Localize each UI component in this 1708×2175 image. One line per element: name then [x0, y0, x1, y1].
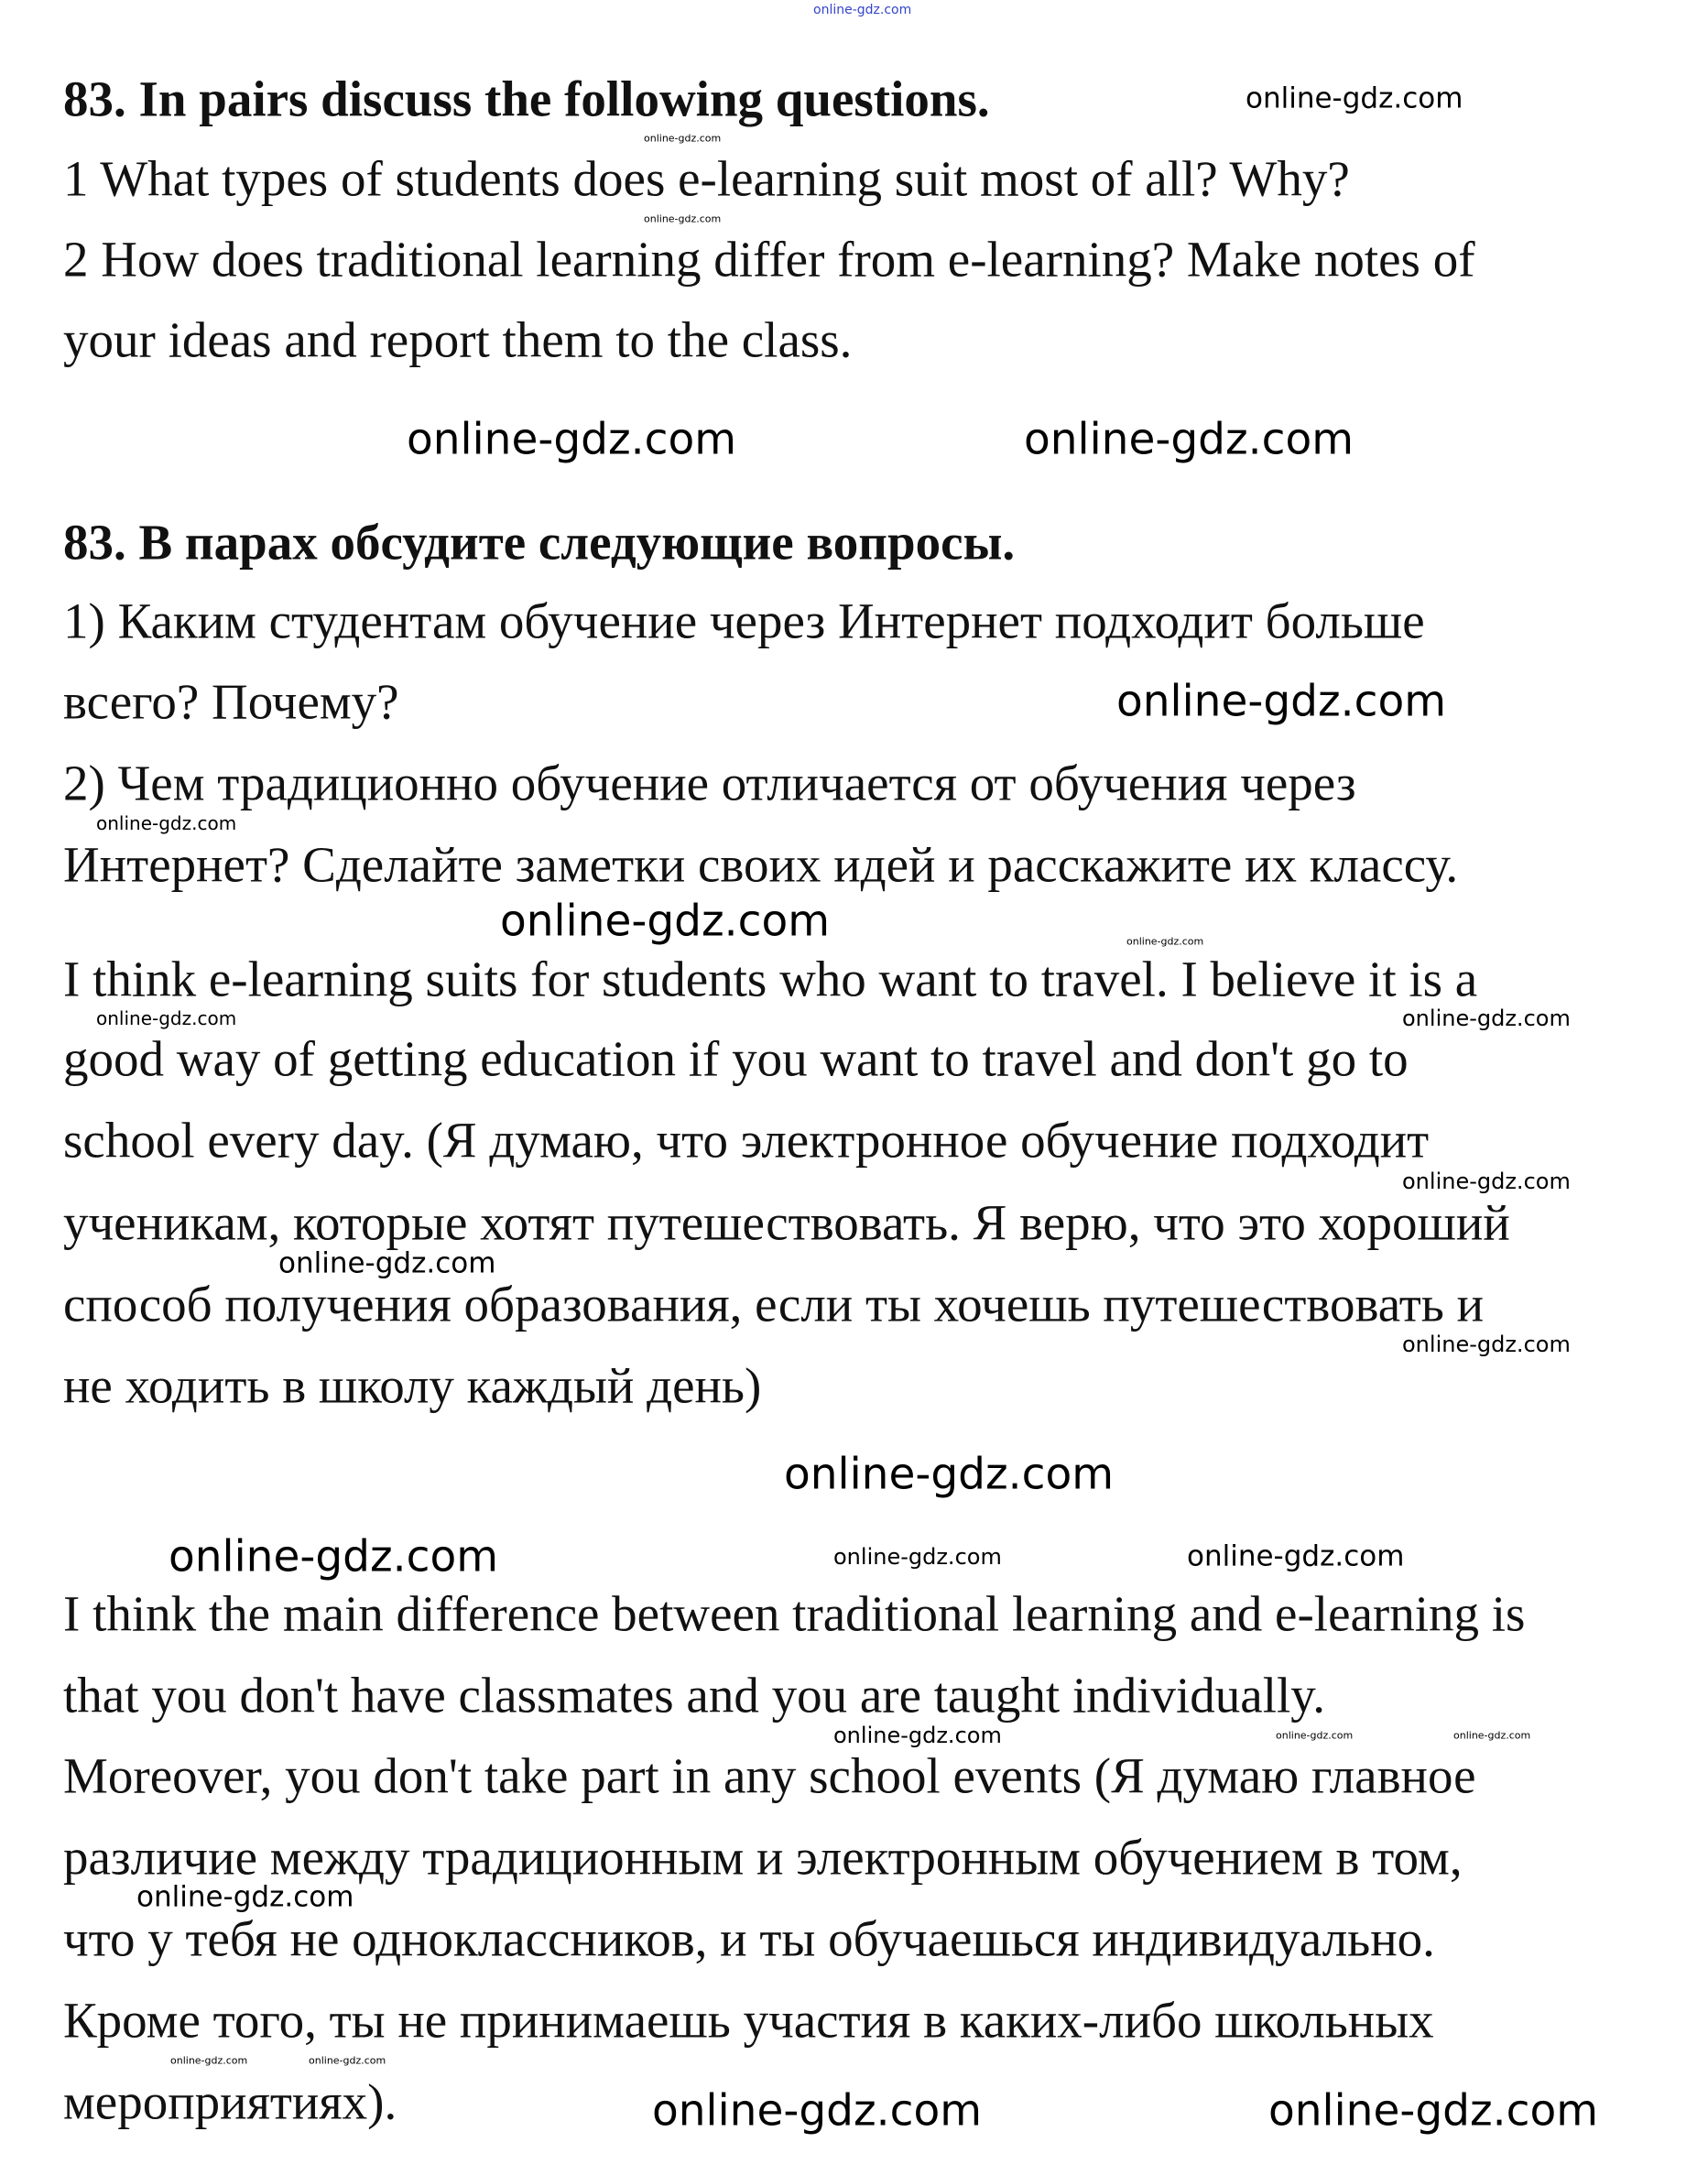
- watermark: online-gdz.com: [1402, 1169, 1571, 1194]
- watermark: online-gdz.com: [1453, 1729, 1531, 1742]
- answer-2-line: что у тебя не одноклассников, и ты обучаешься индивидуально.: [63, 1910, 1435, 1967]
- exercise-title-en: 83. In pairs discuss the following questions.: [63, 71, 990, 127]
- question-1-ru-cont: всего? Почему?: [63, 673, 399, 730]
- answer-2-line: that you don't have classmates and you are taught individually.: [63, 1667, 1325, 1724]
- watermark: online-gdz.com: [1024, 414, 1354, 465]
- answer-2-line: различие между традиционным и электронным обучением в том,: [63, 1829, 1463, 1886]
- watermark: online-gdz.com: [644, 132, 722, 145]
- question-2-en: 2 How does traditional learning differ from e-learning? Make notes of: [63, 231, 1475, 288]
- watermark: online-gdz.com: [407, 414, 736, 465]
- watermark: online-gdz.com: [644, 212, 722, 225]
- watermark: online-gdz.com: [500, 896, 830, 947]
- watermark: online-gdz.com: [652, 2085, 982, 2137]
- watermark: online-gdz.com: [1402, 1006, 1571, 1031]
- answer-2-line: Кроме того, ты не принимаешь участия в каких-либо школьных: [63, 1992, 1434, 2049]
- answer-1-line: I think e-learning suits for students who want to travel. I believe it is a: [63, 951, 1478, 1007]
- watermark: online-gdz.com: [170, 2054, 248, 2067]
- watermark: online-gdz.com: [278, 1246, 496, 1280]
- watermark: online-gdz.com: [96, 1007, 237, 1029]
- watermark: online-gdz.com: [96, 812, 237, 834]
- watermark: online-gdz.com: [1187, 1539, 1405, 1573]
- watermark: online-gdz.com: [1126, 935, 1204, 948]
- question-1-en: 1 What types of students does e-learning suit most of all? Why?: [63, 150, 1350, 207]
- answer-1-line: school every day. (Я думаю, что электронное обучение подходит: [63, 1112, 1430, 1169]
- answer-1-line: способ получения образования, если ты хочешь путешествовать и: [63, 1276, 1485, 1332]
- watermark: online-gdz.com: [1246, 82, 1463, 115]
- watermark: online-gdz.com: [1402, 1332, 1571, 1357]
- watermark: online-gdz.com: [813, 3, 912, 17]
- question-2-en-cont: your ideas and report them to the class.: [63, 311, 853, 368]
- watermark: online-gdz.com: [1116, 676, 1446, 727]
- watermark: online-gdz.com: [784, 1449, 1114, 1500]
- exercise-title-ru: 83. В парах обсудите следующие вопросы.: [63, 514, 1016, 571]
- answer-1-line: good way of getting education if you want to travel and don't go to: [63, 1030, 1409, 1087]
- answer-2-line: I think the main difference between traditional learning and e-learning is: [63, 1585, 1526, 1642]
- watermark: online-gdz.com: [169, 1531, 498, 1582]
- watermark: online-gdz.com: [136, 1880, 354, 1914]
- question-2-ru-cont: Интернет? Сделайте заметки своих идей и расскажите их классу.: [63, 836, 1459, 893]
- watermark: online-gdz.com: [1268, 2085, 1598, 2137]
- question-1-ru: 1) Каким студентам обучение через Интернет подходит больше: [63, 593, 1425, 649]
- watermark: online-gdz.com: [309, 2054, 386, 2067]
- watermark: online-gdz.com: [1276, 1729, 1354, 1742]
- answer-1-line: ученикам, которые хотят путешествовать. Я верю, что это хороший: [63, 1194, 1510, 1251]
- answer-2-line: Moreover, you don't take part in any school events (Я думаю главное: [63, 1747, 1476, 1804]
- watermark: online-gdz.com: [833, 1723, 1002, 1748]
- answer-1-line: не ходить в школу каждый день): [63, 1357, 762, 1414]
- watermark: online-gdz.com: [833, 1544, 1002, 1570]
- answer-2-line: мероприятиях).: [63, 2073, 397, 2130]
- question-2-ru: 2) Чем традиционно обучение отличается от обучения через: [63, 755, 1356, 811]
